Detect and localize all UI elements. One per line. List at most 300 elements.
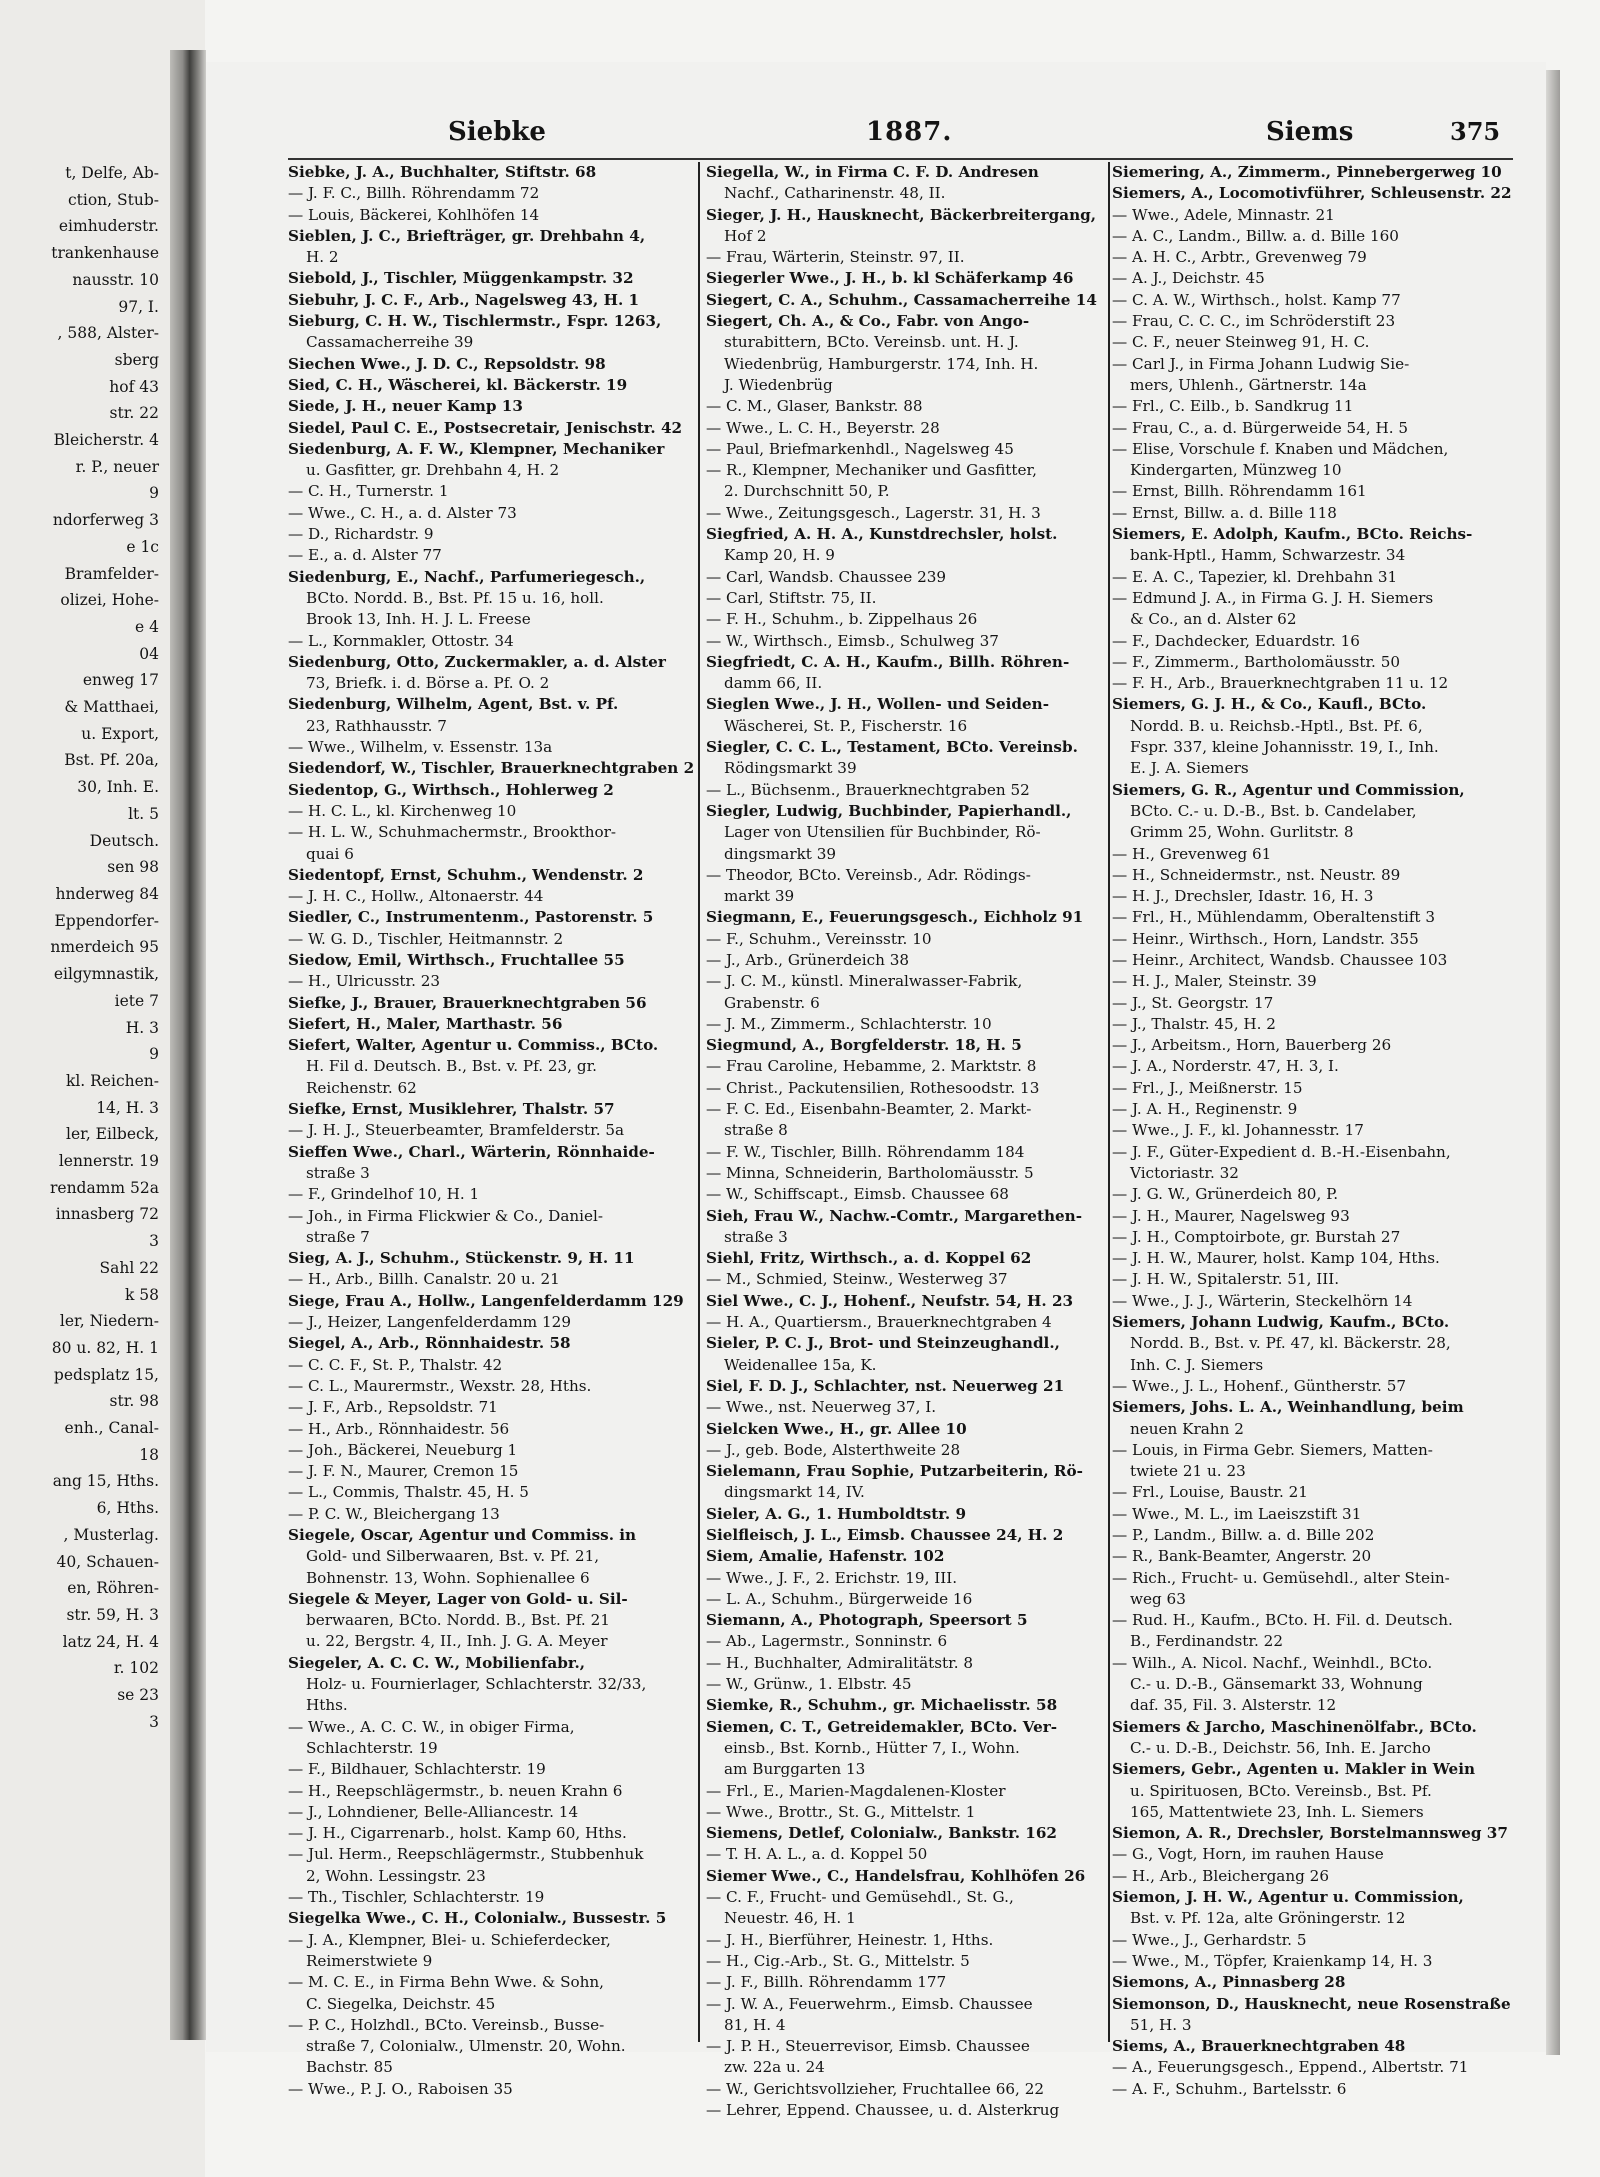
left-page-fragment: 97, I. <box>118 297 159 316</box>
directory-entry: Siegert, C. A., Schuhm., Cassamacherreihe 14 <box>706 290 1097 309</box>
directory-entry: Siedenburg, Otto, Zuckermakler, a. d. Alster <box>288 652 666 671</box>
directory-entry: Siedenburg, E., Nachf., Parfumeriegesch., <box>288 567 646 586</box>
left-page-fragment: 6, Hths. <box>96 1499 159 1518</box>
directory-entry: Siemen, C. T., Getreidemakler, BCto. Ver- <box>706 1717 1058 1736</box>
directory-entry: — Wwe., Zeitungsgesch., Lagerstr. 31, H. 3 <box>706 503 1041 522</box>
directory-entry: Sielemann, Frau Sophie, Putzarbeiterin, Rö- <box>706 1462 1083 1481</box>
directory-entry: — Th., Tischler, Schlachterstr. 19 <box>288 1888 545 1907</box>
directory-entry: — C. C. F., St. P., Thalstr. 42 <box>288 1355 503 1374</box>
left-page-fragment: e 4 <box>135 617 159 636</box>
directory-entry: — E., a. d. Alster 77 <box>288 546 442 565</box>
directory-entry: Siemers, G. J. H., & Co., Kaufl., BCto. <box>1112 695 1427 714</box>
directory-entry: Bst. v. Pf. 12a, alte Gröningerstr. 12 <box>1130 1909 1406 1928</box>
directory-entry: — Louis, in Firma Gebr. Siemers, Matten- <box>1112 1440 1433 1459</box>
directory-entry: — H., Ulricusstr. 23 <box>288 972 441 991</box>
directory-entry: — F. H., Arb., Brauerknechtgraben 11 u. 12 <box>1112 674 1449 693</box>
directory-entry: straße 7, Colonialw., Ulmenstr. 20, Wohn. <box>306 2037 626 2056</box>
directory-entry: — H. J., Drechsler, Idastr. 16, H. 3 <box>1112 887 1374 906</box>
directory-entry: Siel, F. D. J., Schlachter, nst. Neuerweg 21 <box>706 1376 1065 1395</box>
directory-entry: — Joh., in Firma Flickwier & Co., Daniel- <box>288 1206 603 1225</box>
directory-entry: Siemann, A., Photograph, Speersort 5 <box>706 1611 1028 1630</box>
left-page-fragment: pedsplatz 15, <box>53 1365 159 1384</box>
directory-entry: — J. P. H., Steuerrevisor, Eimsb. Chaussee <box>706 2037 1030 2056</box>
directory-entry: — Frau, C., a. d. Bürgerweide 54, H. 5 <box>1112 418 1409 437</box>
directory-entry: — H., Schneidermstr., nst. Neustr. 89 <box>1112 865 1401 884</box>
directory-entry: — J. W. A., Feuerwehrm., Eimsb. Chaussee <box>706 1994 1033 2013</box>
directory-entry: Inh. C. J. Siemers <box>1130 1355 1264 1374</box>
directory-entry: Siemering, A., Zimmerm., Pinnebergerweg 10 <box>1112 163 1502 181</box>
directory-entry: neuen Krahn 2 <box>1130 1419 1244 1438</box>
directory-entry: — P. C., Holzhdl., BCto. Vereinsb., Busse- <box>288 2015 605 2034</box>
directory-entry: — D., Richardstr. 9 <box>288 525 434 544</box>
directory-entry: — H. J., Maler, Steinstr. 39 <box>1112 972 1317 991</box>
left-page-fragment: Deutsch. <box>89 831 159 850</box>
directory-entry: — F., Dachdecker, Eduardstr. 16 <box>1112 631 1360 650</box>
left-page-fragment: k 58 <box>124 1285 159 1304</box>
directory-entry: — A., Feuerungsgesch., Eppend., Albertstr. 71 <box>1112 2058 1469 2077</box>
directory-entry: — J., Lohndiener, Belle-Alliancestr. 14 <box>288 1802 579 1821</box>
directory-entry: — J., Heizer, Langenfelderdamm 129 <box>288 1313 571 1332</box>
directory-entry: — J. H., Bierführer, Heinestr. 1, Hths. <box>706 1930 994 1949</box>
directory-entry: Siegert, Ch. A., & Co., Fabr. von Ango- <box>706 312 1030 331</box>
directory-entry: — P. C. W., Bleichergang 13 <box>288 1504 500 1523</box>
directory-entry: dingsmarkt 14, IV. <box>724 1483 865 1502</box>
directory-entry: C.- u. D.-B., Gänsemarkt 33, Wohnung <box>1130 1675 1423 1694</box>
directory-entry: — R., Bank-Beamter, Angerstr. 20 <box>1112 1547 1372 1566</box>
directory-entry: C. Siegelka, Deichstr. 45 <box>306 1994 496 2013</box>
directory-entry: — Wwe., J. J., Wärterin, Steckelhörn 14 <box>1112 1291 1413 1310</box>
page-header <box>206 117 1546 157</box>
directory-entry: Siedenburg, A. F. W., Klempner, Mechaniker <box>288 439 665 458</box>
directory-entry: & Co., an d. Alster 62 <box>1130 610 1297 629</box>
directory-entry: — Frau, C. C. C., im Schröderstift 23 <box>1112 312 1396 331</box>
directory-entry: — Wwe., J. F., 2. Erichstr. 19, III. <box>706 1568 958 1587</box>
directory-entry: — L., Kornmakler, Ottostr. 34 <box>288 631 514 650</box>
directory-entry: — A. J., Deichstr. 45 <box>1112 269 1265 288</box>
directory-entry: — Joh., Bäckerei, Neueburg 1 <box>288 1440 518 1459</box>
directory-entry: — Minna, Schneiderin, Bartholomäusstr. 5 <box>706 1163 1034 1182</box>
directory-entry: BCto. C.- u. D.-B., Bst. b. Candelaber, <box>1130 801 1417 820</box>
left-page-fragment: str. 59, H. 3 <box>66 1605 159 1624</box>
directory-entry: straße 8 <box>724 1121 788 1140</box>
directory-entry: Siemers & Jarcho, Maschinenölfabr., BCto. <box>1112 1717 1477 1736</box>
directory-entry: Holz- u. Fournierlager, Schlachterstr. 32/33, <box>306 1675 647 1694</box>
directory-entry: Siegmann, E., Feuerungsgesch., Eichholz 91 <box>706 908 1084 927</box>
directory-entry: daf. 35, Fil. 3. Alsterstr. 12 <box>1130 1696 1337 1715</box>
directory-entry: — Christ., Packutensilien, Rothesoodstr. 13 <box>706 1078 1040 1097</box>
directory-entry: — C. H., Turnerstr. 1 <box>288 482 449 501</box>
directory-entry: — F., Grindelhof 10, H. 1 <box>288 1185 480 1204</box>
directory-entry: — Carl, Wandsb. Chaussee 239 <box>706 567 947 586</box>
directory-entry: Sieler, P. C. J., Brot- und Steinzeughandl., <box>706 1334 1060 1353</box>
directory-entry: — J., Thalstr. 45, H. 2 <box>1112 1014 1276 1033</box>
directory-entry: — Heinr., Wirthsch., Horn, Landstr. 355 <box>1112 929 1419 948</box>
directory-entry: Reimerstwiete 9 <box>306 1951 433 1970</box>
directory-entry: — J. H., Cigarrenarb., holst. Kamp 60, Hths. <box>288 1824 627 1843</box>
directory-entry: — A. F., Schuhm., Bartelsstr. 6 <box>1112 2079 1347 2098</box>
directory-entry: Kindergarten, Münzweg 10 <box>1130 461 1342 480</box>
directory-entry: — Rich., Frucht- u. Gemüsehdl., alter Stein- <box>1112 1568 1450 1587</box>
book-gutter <box>170 50 206 2040</box>
directory-entry: am Burggarten 13 <box>724 1760 866 1779</box>
directory-entry: Sied, C. H., Wäscherei, kl. Bäckerstr. 19 <box>288 375 628 394</box>
directory-entry: quai 6 <box>306 844 354 863</box>
directory-entry: Sieglen Wwe., J. H., Wollen- und Seiden- <box>706 695 1050 714</box>
directory-entry: Gold- und Silberwaaren, Bst. v. Pf. 21, <box>306 1547 600 1566</box>
directory-entry: — Frau Caroline, Hebamme, 2. Marktstr. 8 <box>706 1057 1037 1076</box>
directory-entry: — W., Gerichtsvollzieher, Fruchtallee 66, 22 <box>706 2079 1045 2098</box>
directory-entry: — Rud. H., Kaufm., BCto. H. Fil. d. Deutsch. <box>1112 1611 1453 1630</box>
left-page-fragment: kl. Reichen- <box>65 1071 159 1090</box>
directory-entry: Nordd. B., Bst. v. Pf. 47, kl. Bäckerstr. 28, <box>1130 1334 1451 1353</box>
directory-entry: Siemers, E. Adolph, Kaufm., BCto. Reichs- <box>1112 525 1473 544</box>
directory-entry: — Frl., E., Marien-Magdalenen-Kloster <box>706 1781 1006 1800</box>
directory-entry: — P., Landm., Billw. a. d. Bille 202 <box>1112 1526 1375 1544</box>
left-page-fragment: hof 43 <box>109 377 159 396</box>
directory-entry: — H., Arb., Rönnhaidestr. 56 <box>288 1419 510 1438</box>
directory-entry: Lager von Utensilien für Buchbinder, Rö- <box>724 823 1041 842</box>
directory-entry: — H., Cig.-Arb., St. G., Mittelstr. 5 <box>706 1951 970 1970</box>
directory-entry: 73, Briefk. i. d. Börse a. Pf. O. 2 <box>306 674 550 693</box>
directory-entry: — G., Vogt, Horn, im rauhen Hause <box>1112 1845 1384 1864</box>
directory-entry: Siedendorf, W., Tischler, Brauerknechtgraben 2 <box>288 759 695 778</box>
header-year: 1887. <box>866 117 953 147</box>
directory-entry: — H., Buchhalter, Admiralitätstr. 8 <box>706 1653 974 1672</box>
left-page-fragment: lennerstr. 19 <box>58 1152 159 1171</box>
directory-entry: — J. H. W., Maurer, holst. Kamp 104, Hths. <box>1112 1249 1440 1268</box>
directory-entry: Grimm 25, Wohn. Gurlitstr. 8 <box>1130 823 1354 842</box>
directory-entry: Siechen Wwe., J. D. C., Repsoldstr. 98 <box>288 354 606 373</box>
directory-entry: — Wwe., A. C. C. W., in obiger Firma, <box>288 1717 575 1736</box>
directory-entry: — F. W., Tischler, Billh. Röhrendamm 184 <box>706 1142 1025 1161</box>
directory-entry: — J. A. H., Reginenstr. 9 <box>1112 1100 1298 1119</box>
directory-entry: Wäscherei, St. P., Fischerstr. 16 <box>724 716 968 735</box>
directory-entry: 23, Rathhausstr. 7 <box>306 716 447 735</box>
directory-entry: — W. G. D., Tischler, Heitmannstr. 2 <box>288 929 564 948</box>
left-page-fragment: olizei, Hohe- <box>60 591 159 610</box>
directory-entry: BCto. Nordd. B., Bst. Pf. 15 u. 16, holl. <box>306 588 604 607</box>
directory-entry: J. Wiedenbrüg <box>724 375 833 394</box>
directory-entry: Siegele & Meyer, Lager von Gold- u. Sil- <box>288 1589 628 1608</box>
directory-entry: straße 3 <box>724 1227 788 1246</box>
directory-entry: Siemonson, D., Hausknecht, neue Rosenstraße <box>1112 1994 1511 2013</box>
left-page-fragment: u. Export, <box>81 724 159 743</box>
directory-entry: — Wwe., Adele, Minnastr. 21 <box>1112 205 1335 224</box>
left-page-fragment: rendamm 52a <box>49 1178 159 1197</box>
directory-entry: Schlachterstr. 19 <box>306 1738 438 1757</box>
directory-entry: — Paul, Briefmarkenhdl., Nagelsweg 45 <box>706 439 1014 458</box>
directory-entry: — Frl., J., Meißnerstr. 15 <box>1112 1078 1303 1097</box>
directory-entry: twiete 21 u. 23 <box>1130 1462 1246 1481</box>
directory-entry: — Wwe., L. C. H., Beyerstr. 28 <box>706 418 940 437</box>
left-page-fragment: Eppendorfer- <box>54 911 159 930</box>
directory-entry: Siegfried, A. H. A., Kunstdrechsler, holst. <box>706 525 1058 544</box>
directory-entry: Fspr. 337, kleine Johannisstr. 19, I., Inh. <box>1130 738 1439 757</box>
directory-entry: Reichenstr. 62 <box>306 1078 417 1097</box>
directory-entry: Brook 13, Inh. H. J. L. Freese <box>306 610 531 629</box>
directory-entry: — J., St. Georgstr. 17 <box>1112 993 1274 1012</box>
left-page-fragment: 30, Inh. E. <box>77 778 159 797</box>
directory-entry: Weidenallee 15a, K. <box>724 1355 877 1374</box>
left-page-fragment: ler, Niedern- <box>59 1312 159 1331</box>
directory-entry: — J. H., Comptoirbote, gr. Burstah 27 <box>1112 1227 1401 1246</box>
left-page-fragment: eilgymnastik, <box>53 965 159 984</box>
directory-entry: Sieh, Frau W., Nachw.-Comtr., Margarethen- <box>706 1206 1083 1225</box>
left-page-fragment: 80 u. 82, H. 1 <box>51 1338 159 1357</box>
directory-entry: — H., Arb., Billh. Canalstr. 20 u. 21 <box>288 1270 560 1289</box>
directory-entry: — J., geb. Bode, Alsterthweite 28 <box>706 1440 961 1459</box>
left-page-fragment: str. 22 <box>109 404 159 423</box>
directory-entry: damm 66, II. <box>724 674 823 693</box>
directory-entry: dingsmarkt 39 <box>724 844 837 863</box>
left-page-fragment: innasberg 72 <box>55 1205 159 1224</box>
directory-entry: — H. C. L., kl. Kirchenweg 10 <box>288 801 517 820</box>
directory-entry: Siemers, G. R., Agentur und Commission, <box>1112 780 1465 799</box>
directory-entry: — Ernst, Billw. a. d. Bille 118 <box>1112 503 1337 522</box>
directory-entry: einsb., Bst. Kornb., Hütter 7, I., Wohn. <box>724 1738 1020 1757</box>
directory-entry: — M., Schmied, Steinw., Westerweg 37 <box>706 1270 1008 1289</box>
left-page-fragment: ndorferweg 3 <box>52 511 159 530</box>
directory-entry: — Frau, Wärterin, Steinstr. 97, II. <box>706 248 965 267</box>
directory-entry: — Lehrer, Eppend. Chaussee, u. d. Alsterkrug <box>706 2101 1060 2120</box>
directory-entry: Bachstr. 85 <box>306 2058 393 2077</box>
directory-entry: markt 39 <box>724 887 795 906</box>
directory-entry: — A. C., Landm., Billw. a. d. Bille 160 <box>1112 226 1399 245</box>
left-page-fragment: enweg 17 <box>82 671 159 690</box>
left-page-fragment: trankenhause <box>51 244 159 263</box>
directory-entry: Siemers, Johann Ludwig, Kaufm., BCto. <box>1112 1313 1450 1332</box>
directory-entry: Siemers, Johs. L. A., Weinhandlung, beim <box>1112 1398 1464 1417</box>
directory-entry: — L., Commis, Thalstr. 45, H. 5 <box>288 1483 529 1502</box>
directory-entry: Siefke, J., Brauer, Brauerknechtgraben 56 <box>288 993 647 1012</box>
directory-entry: — T. H. A. L., a. d. Koppel 50 <box>706 1845 928 1864</box>
column-2 <box>706 162 1121 2121</box>
left-page-fragment: enh., Canal- <box>64 1419 159 1438</box>
directory-entry: C.- u. D.-B., Deichstr. 56, Inh. E. Jarcho <box>1130 1738 1431 1757</box>
directory-entry: Rödingsmarkt 39 <box>724 759 857 778</box>
directory-entry: Siemer Wwe., C., Handelsfrau, Kohlhöfen 26 <box>706 1866 1086 1885</box>
directory-entry: — H., Reepschlägermstr., b. neuen Krahn 6 <box>288 1781 623 1800</box>
directory-entry: — J. A., Norderstr. 47, H. 3, I. <box>1112 1057 1339 1076</box>
directory-entry: Siemon, J. H. W., Agentur u. Commission, <box>1112 1888 1464 1907</box>
left-page-fragment: 04 <box>139 644 159 663</box>
directory-page <box>206 62 1546 2120</box>
directory-entry: Sieburg, C. H. W., Tischlermstr., Fspr. 1263, <box>288 312 662 331</box>
directory-entry: — Wwe., J., Gerhardstr. 5 <box>1112 1930 1307 1949</box>
directory-entry: weg 63 <box>1130 1589 1186 1608</box>
directory-entry: Siem, Amalie, Hafenstr. 102 <box>706 1547 945 1566</box>
directory-entry: 81, H. 4 <box>724 2015 786 2034</box>
directory-entry: Nordd. B. u. Reichsb.-Hptl., Bst. Pf. 6, <box>1130 716 1423 735</box>
left-page-fragment: 9 <box>149 484 159 503</box>
directory-entry: Sieffen Wwe., Charl., Wärterin, Rönnhaide- <box>288 1142 655 1161</box>
directory-entry: — W., Schiffscapt., Eimsb. Chaussee 68 <box>706 1185 1009 1204</box>
directory-entry: — W., Grünw., 1. Elbstr. 45 <box>706 1675 912 1694</box>
right-page-edge <box>1546 70 1560 2055</box>
left-page-fragment: 18 <box>139 1445 159 1464</box>
directory-entry: — M. C. E., in Firma Behn Wwe. & Sohn, <box>288 1973 605 1992</box>
directory-entry: — Frl., H., Mühlendamm, Oberaltenstift 3 <box>1112 908 1436 927</box>
directory-entry: Siemon, A. R., Drechsler, Borstelmannsweg 37 <box>1112 1824 1508 1843</box>
left-page-fragments <box>0 160 165 2060</box>
directory-entry: E. J. A. Siemers <box>1130 759 1249 778</box>
directory-entry: — J. H. C., Hollw., Altonaerstr. 44 <box>288 887 544 906</box>
left-page-fragment: sen 98 <box>107 858 159 877</box>
directory-entry: Siegler, C. C. L., Testament, BCto. Vereinsb. <box>706 738 1078 757</box>
column-3 <box>1112 162 1542 2100</box>
left-page-fragment: nausstr. 10 <box>72 270 159 289</box>
directory-entry: — F. H., Schuhm., b. Zippelhaus 26 <box>706 610 978 629</box>
directory-entry: — F., Bildhauer, Schlachterstr. 19 <box>288 1760 546 1779</box>
left-page-fragment: latz 24, H. 4 <box>62 1632 159 1651</box>
directory-entry: — L. A., Schuhm., Bürgerweide 16 <box>706 1589 973 1608</box>
directory-entry: Siede, J. H., neuer Kamp 13 <box>288 397 523 416</box>
directory-entry: B., Ferdinandstr. 22 <box>1130 1632 1283 1651</box>
directory-entry: — Carl, Stiftstr. 75, II. <box>706 588 877 607</box>
directory-entry: Bohnenstr. 13, Wohn. Sophienallee 6 <box>306 1568 590 1587</box>
directory-entry: Siebold, J., Tischler, Müggenkampstr. 32 <box>288 269 634 288</box>
directory-entry: — H., Arb., Bleichergang 26 <box>1112 1866 1330 1885</box>
directory-entry: Siegeler, A. C. C. W., Mobilienfabr., <box>288 1653 586 1672</box>
left-page-fragment: Bst. Pf. 20a, <box>64 751 159 770</box>
left-page-fragment: Sahl 22 <box>99 1258 159 1277</box>
directory-entry: — Wilh., A. Nicol. Nachf., Weinhdl., BCto. <box>1112 1653 1433 1672</box>
directory-entry: — F., Schuhm., Vereinsstr. 10 <box>706 929 932 948</box>
page-number: 375 <box>1450 117 1501 146</box>
directory-entry: 165, Mattentwiete 23, Inh. L. Siemers <box>1130 1802 1424 1821</box>
directory-entry: — Wwe., M. L., im Laeiszstift 31 <box>1112 1504 1362 1523</box>
directory-entry: — F. C. Ed., Eisenbahn-Beamter, 2. Markt- <box>706 1100 1032 1119</box>
directory-entry: — J. H. J., Steuerbeamter, Bramfelderstr. 5a <box>288 1121 625 1140</box>
left-page-fragment: 3 <box>149 1232 159 1251</box>
directory-entry: — L., Büchsenm., Brauerknechtgraben 52 <box>706 780 1030 799</box>
directory-entry: — J. F., Billh. Röhrendamm 177 <box>706 1973 947 1992</box>
directory-entry: — Carl J., in Firma Johann Ludwig Sie- <box>1112 354 1410 373</box>
header-right-keyword: Siems <box>1266 117 1354 147</box>
directory-entry: Siegel, A., Arb., Rönnhaidestr. 58 <box>288 1334 571 1353</box>
directory-entry: — Wwe., J. L., Hohenf., Güntherstr. 57 <box>1112 1376 1407 1395</box>
directory-entry: Siefert, Walter, Agentur u. Commiss., BCto. <box>288 1036 659 1055</box>
directory-entry: — R., Klempner, Mechaniker und Gasfitter, <box>706 461 1037 480</box>
directory-entry: Siegella, W., in Firma C. F. D. Andresen <box>706 163 1039 181</box>
directory-entry: — Wwe., Wilhelm, v. Essenstr. 13a <box>288 738 553 757</box>
left-page-fragment: Bleicherstr. 4 <box>53 431 159 450</box>
directory-entry: Siege, Frau A., Hollw., Langenfelderdamm 129 <box>288 1291 684 1310</box>
directory-entry: Sielfleisch, J. L., Eimsb. Chaussee 24, H. 2 <box>706 1526 1064 1544</box>
directory-entry: Siegerler Wwe., J. H., b. kl Schäferkamp 46 <box>706 269 1074 288</box>
directory-entry: Siemers, Gebr., Agenten u. Makler in Wein <box>1112 1760 1475 1779</box>
directory-entry: Siegfriedt, C. A. H., Kaufm., Billh. Röhren- <box>706 652 1070 671</box>
directory-entry: — C. M., Glaser, Bankstr. 88 <box>706 397 923 416</box>
directory-entry: Siemons, A., Pinnasberg 28 <box>1112 1973 1346 1992</box>
left-page-fragment: iete 7 <box>114 991 159 1010</box>
directory-entry: zw. 22a u. 24 <box>724 2058 825 2077</box>
directory-entry: — Wwe., M., Töpfer, Kraienkamp 14, H. 3 <box>1112 1951 1433 1970</box>
directory-entry: Siefke, Ernst, Musiklehrer, Thalstr. 57 <box>288 1100 615 1119</box>
directory-entry: Siemke, R., Schuhm., gr. Michaelisstr. 58 <box>706 1696 1058 1715</box>
directory-entry: 51, H. 3 <box>1130 2015 1192 2034</box>
left-page-fragment: ler, Eilbeck, <box>65 1125 159 1144</box>
directory-entry: — E. A. C., Tapezier, kl. Drehbahn 31 <box>1112 567 1398 586</box>
directory-entry: Siedentop, G., Wirthsch., Hohlerweg 2 <box>288 780 614 799</box>
directory-entry: Siebke, J. A., Buchhalter, Stiftstr. 68 <box>288 163 597 181</box>
left-page-fragment: ang 15, Hths. <box>52 1472 159 1491</box>
directory-entry: — Ernst, Billh. Röhrendamm 161 <box>1112 482 1367 501</box>
directory-entry: — Wwe., Brottr., St. G., Mittelstr. 1 <box>706 1802 976 1821</box>
left-page-fragment: str. 98 <box>109 1392 159 1411</box>
left-page-fragment: eimhuderstr. <box>58 217 159 236</box>
left-page-fragment: r. P., neuer <box>75 457 159 476</box>
left-page-fragment: 14, H. 3 <box>96 1098 159 1117</box>
directory-entry: Siebuhr, J. C. F., Arb., Nagelsweg 43, H. 1 <box>288 290 640 309</box>
left-page-fragment: r. 102 <box>113 1659 159 1678</box>
directory-entry: Siems, A., Brauerknechtgraben 48 <box>1112 2037 1406 2056</box>
directory-entry: u. 22, Bergstr. 4, II., Inh. J. G. A. Meyer <box>306 1632 608 1651</box>
directory-entry: sturabittern, BCto. Vereinsb. unt. H. J. <box>724 333 1019 352</box>
left-page-fragment: 40, Schauen- <box>56 1552 159 1571</box>
left-page-fragment: 3 <box>149 1712 159 1731</box>
directory-entry: — J. A., Klempner, Blei- u. Schieferdecker, <box>288 1930 611 1949</box>
directory-entry: berwaaren, BCto. Nordd. B., Bst. Pf. 21 <box>306 1611 610 1630</box>
left-page-fragment: H. 3 <box>125 1018 159 1037</box>
directory-entry: — Louis, Bäckerei, Kohlhöfen 14 <box>288 205 540 224</box>
directory-entry: Siedler, C., Instrumentenm., Pastorenstr. 5 <box>288 908 654 927</box>
directory-entry: — Heinr., Architect, Wandsb. Chaussee 103 <box>1112 950 1448 969</box>
directory-entry: Siegele, Oscar, Agentur und Commiss. in <box>288 1526 637 1544</box>
directory-entry: Siemers, A., Locomotivführer, Schleusenstr. 22 <box>1112 184 1512 203</box>
directory-entry: Grabenstr. 6 <box>724 993 820 1012</box>
left-page-fragment: en, Röhren- <box>67 1579 159 1598</box>
directory-entry: Sielcken Wwe., H., gr. Allee 10 <box>706 1419 967 1438</box>
left-page-fragment: se 23 <box>117 1686 159 1705</box>
directory-entry: Siedentopf, Ernst, Schuhm., Wendenstr. 2 <box>288 865 644 884</box>
directory-entry: — C. F., neuer Steinweg 91, H. C. <box>1112 333 1370 352</box>
directory-entry: — Wwe., P. J. O., Raboisen 35 <box>288 2079 513 2098</box>
directory-entry: — J. M., Zimmerm., Schlachterstr. 10 <box>706 1014 992 1033</box>
directory-entry: 2. Durchschnitt 50, P. <box>724 482 890 501</box>
left-page-fragment: 9 <box>149 1045 159 1064</box>
left-page-fragment: e 1c <box>126 537 159 556</box>
directory-entry: — J. F. N., Maurer, Cremon 15 <box>288 1462 519 1481</box>
directory-entry: Sieg, A. J., Schuhm., Stückenstr. 9, H. 11 <box>288 1249 635 1268</box>
directory-entry: Kamp 20, H. 9 <box>724 546 835 565</box>
directory-entry: — C. F., Frucht- und Gemüsehdl., St. G., <box>706 1888 1014 1907</box>
left-page-fragment: Bramfelder- <box>64 564 159 583</box>
directory-entry: Siefert, H., Maler, Marthastr. 56 <box>288 1014 563 1033</box>
directory-entry: — H., Grevenweg 61 <box>1112 844 1272 863</box>
directory-entry: Siedow, Emil, Wirthsch., Fruchtallee 55 <box>288 950 625 969</box>
directory-entry: — J. H., Maurer, Nagelsweg 93 <box>1112 1206 1350 1225</box>
directory-entry: Siehl, Fritz, Wirthsch., a. d. Koppel 62 <box>706 1249 1032 1268</box>
left-page-fragment: , Musterlag. <box>63 1525 159 1544</box>
header-rule <box>288 158 1513 160</box>
directory-entry: — Wwe., nst. Neuerweg 37, I. <box>706 1398 937 1417</box>
directory-entry: Siemens, Detlef, Colonialw., Bankstr. 162 <box>706 1824 1057 1843</box>
directory-entry: — J., Arbeitsm., Horn, Bauerberg 26 <box>1112 1036 1392 1055</box>
directory-entry: — J. F., Güter-Expedient d. B.-H.-Eisenbahn, <box>1112 1142 1451 1161</box>
directory-entry: — Edmund J. A., in Firma G. J. H. Siemers <box>1112 588 1434 607</box>
directory-entry: Sieblen, J. C., Briefträger, gr. Drehbahn 4, <box>288 226 646 245</box>
directory-entry: — Jul. Herm., Reepschlägermstr., Stubbenhuk <box>288 1845 644 1864</box>
left-page-fragment: & Matthaei, <box>64 698 159 717</box>
directory-entry: H. Fil d. Deutsch. B., Bst. v. Pf. 23, gr. <box>306 1057 598 1076</box>
directory-entry: u. Spirituosen, BCto. Vereinsb., Bst. Pf. <box>1130 1781 1432 1800</box>
left-page-fragment: , 588, Alster- <box>57 324 159 343</box>
directory-entry: Siegmund, A., Borgfelderstr. 18, H. 5 <box>706 1036 1022 1055</box>
directory-entry: H. 2 <box>306 248 339 267</box>
header-left-keyword: Siebke <box>448 117 546 147</box>
directory-entry: — J., Arb., Grünerdeich 38 <box>706 950 910 969</box>
